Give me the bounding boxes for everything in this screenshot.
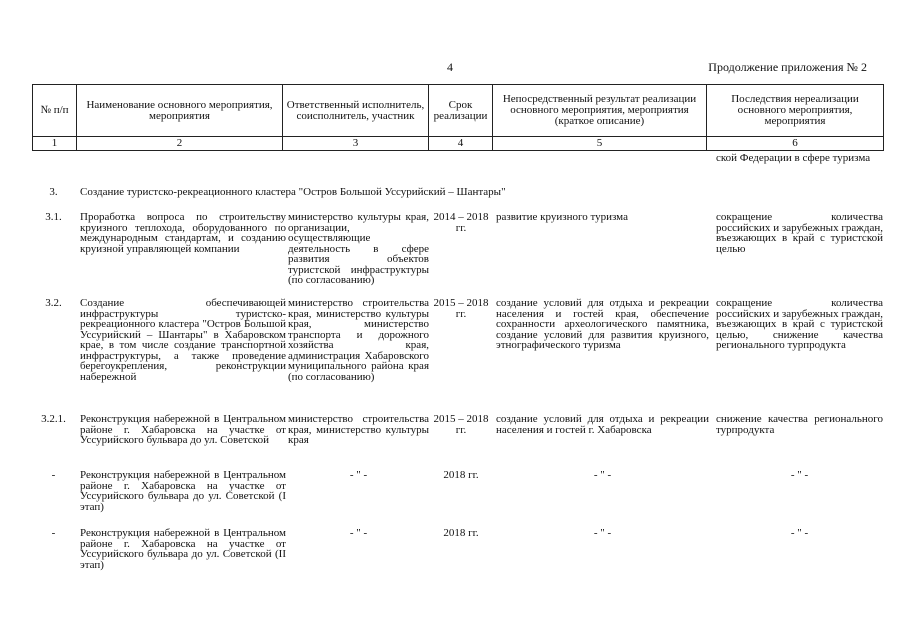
row-number: 3.1. [45,211,62,223]
row-number: - [51,527,56,539]
row-name: Создание обеспечивающей инфраструктуры туристско-рекреационного кластера "Остров Большой Уссурийский – Шантары" в Хабаровском крае, в том числе создание транспортной инфраструктуры, а также проведение берегоукрепления, реконструкции набережной [80,297,286,383]
row-term: 2018 гг. [443,527,479,539]
row-term: 2015 – 2018 гг. [433,297,489,320]
row-number: 3.2.1. [41,413,66,425]
column-number-5: 5 [493,137,707,151]
row-term: 2018 гг. [443,469,479,481]
row-name: Проработка вопроса по строительству круизного теплохода, оборудованного по международным стандартам, и созданию круизной управляющей компании [80,211,286,255]
row-number: 3.2. [45,297,62,309]
column-number-1: 1 [33,137,77,151]
row-executor: министерство культуры края, организации, осуществляющие деятельность в сфере развития объектов туристской инфраструктуры (по согласованию) [288,211,429,286]
row-executor: - " - [349,469,368,481]
table-header [32,84,884,151]
row-consequence: сокращение количества российских и зарубежных граждан, въезжающих в край с туристской целью [716,211,883,255]
row-result: - " - [593,469,612,481]
header-number: № п/п [33,85,77,137]
row-term: 2014 – 2018 гг. [433,211,489,234]
row-result: - " - [593,527,612,539]
row-result: создание условий для отдыха и рекреации населения и гостей края, обеспечение сохранности археологического памятника, создание условий для развития круизного, этнографического туризма [496,297,709,351]
row-consequence: снижение качества регионального турпродукта [716,413,883,436]
row-consequence: сокращение количества российских и зарубежных граждан, въезжающих в край с туристской целью, снижение качества регионального турпродукта [716,297,883,351]
row-consequence: - " - [790,527,809,539]
row-term: 2015 – 2018 гг. [433,413,489,436]
header-executor: Ответственный исполнитель, соисполнитель, участник [283,85,429,137]
row-executor: министерство строительства края, министерство культуры края, министерство транспорта и дорожного хозяйства края, администрация Хабаровского муниципального района края (по согласованию) [288,297,429,383]
row-name: Реконструкция набережной в Центральном районе г. Хабаровска на участке от Уссурийского бульвара до ул. Советской [80,413,286,446]
row-executor: министерство строительства края, министерство культуры края [288,413,429,446]
row-result: развитие круизного туризма [496,211,628,223]
row-number: - [51,469,56,481]
header-consequence: Последствия нереализации основного мероприятия, мероприятия [707,85,884,137]
row-result: создание условий для отдыха и рекреации населения и гостей г. Хабаровска [496,413,709,436]
row-executor: - " - [349,527,368,539]
continuation-label: Продолжение приложения № 2 [708,60,867,74]
column-number-4: 4 [429,137,493,151]
section-number: 3. [49,186,58,198]
header-name: Наименование основного мероприятия, мероприятия [77,85,283,137]
header-result: Непосредственный результат реализации основного мероприятия, мероприятия (краткое описание) [493,85,707,137]
row-name: Реконструкция набережной в Центральном районе г. Хабаровска на участке от Уссурийского бульвара до ул. Советской (I этап) [80,469,286,513]
header-term: Срок реализации [429,85,493,137]
column-number-2: 2 [77,137,283,151]
row-name: Реконструкция набережной в Центральном районе г. Хабаровска на участке от Уссурийского бульвара до ул. Советской (II этап) [80,527,286,571]
column-number-3: 3 [283,137,429,151]
column-number-6: 6 [707,137,884,151]
page-number: 4 [447,60,453,74]
section-title: Создание туристско-рекреационного кластера "Остров Большой Уссурийский – Шантары" [80,186,506,198]
row-consequence: - " - [790,469,809,481]
carryover-text: ской Федерации в сфере туризма [716,152,871,164]
